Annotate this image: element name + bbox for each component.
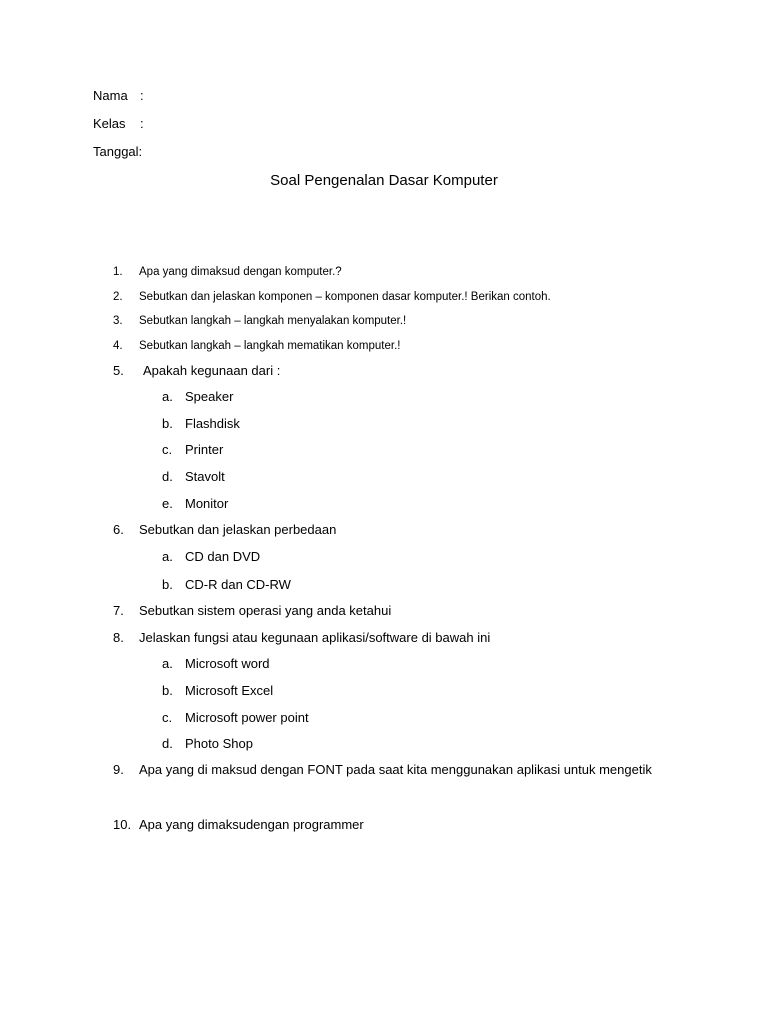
sub-item-text: CD dan DVD — [185, 549, 261, 564]
nama-label: Nama — [93, 88, 128, 103]
question-number: 4. — [113, 340, 123, 352]
sub-item-text: Printer — [185, 442, 224, 457]
sub-item-text: Monitor — [185, 496, 229, 511]
sub-item-text: Flashdisk — [185, 416, 240, 431]
question-number: 3. — [113, 315, 123, 327]
sub-item-text: Microsoft word — [185, 656, 270, 671]
sub-item-text: Speaker — [185, 389, 234, 404]
question-text: Apa yang dimaksud dengan komputer.? — [139, 266, 342, 278]
sub-item-letter: b. — [162, 416, 173, 431]
tanggal-colon: : — [138, 144, 143, 159]
sub-item-letter: d. — [162, 736, 173, 751]
question-number: 10. — [113, 817, 132, 832]
sub-item-letter: c. — [162, 710, 173, 725]
sub-item-letter: b. — [162, 577, 173, 592]
question-number: 5. — [113, 363, 124, 378]
nama-line — [93, 88, 144, 104]
sub-item-text: CD-R dan CD-RW — [185, 577, 291, 592]
sub-item-letter: e. — [162, 496, 173, 511]
sub-item-letter: c. — [162, 442, 173, 457]
question-text: Sebutkan langkah – langkah mematikan komputer.! — [139, 340, 401, 352]
question-text: Apa yang dimaksudengan programmer — [139, 817, 364, 832]
sub-item-text: Microsoft power point — [185, 710, 309, 725]
question-text: Apa yang di maksud dengan FONT pada saat kita menggunakan aplikasi untuk mengetik — [139, 762, 652, 777]
nama-colon: : — [140, 88, 144, 103]
tanggal-line — [93, 144, 142, 160]
question-number: 7. — [113, 603, 124, 618]
sub-item-letter: a. — [162, 389, 173, 404]
tanggal-label: Tanggal — [93, 144, 139, 159]
sub-item-letter: a. — [162, 656, 173, 671]
sub-item-letter: b. — [162, 683, 173, 698]
sub-item-text: Stavolt — [185, 469, 225, 484]
document-title: Soal Pengenalan Dasar Komputer — [270, 172, 498, 189]
question-text: Sebutkan dan jelaskan perbedaan — [139, 522, 337, 537]
question-text: Sebutkan langkah – langkah menyalakan komputer.! — [139, 315, 407, 327]
kelas-colon: : — [140, 116, 144, 131]
question-number: 1. — [113, 266, 123, 278]
question-text: Sebutkan dan jelaskan komponen – komponen dasar komputer.! Berikan contoh. — [139, 291, 551, 303]
question-number: 9. — [113, 762, 124, 777]
question-number: 6. — [113, 522, 124, 537]
question-number: 2. — [113, 291, 123, 303]
sub-item-text: Photo Shop — [185, 736, 253, 751]
kelas-label: Kelas — [93, 116, 126, 131]
question-number: 8. — [113, 630, 124, 645]
sub-item-letter: d. — [162, 469, 173, 484]
sub-item-text: Microsoft Excel — [185, 683, 274, 698]
question-text: Jelaskan fungsi atau kegunaan aplikasi/software di bawah ini — [139, 630, 491, 645]
kelas-line — [93, 116, 144, 132]
question-text: Apakah kegunaan dari : — [143, 363, 281, 378]
sub-item-letter: a. — [162, 549, 173, 564]
question-9 — [113, 757, 675, 784]
question-text: Sebutkan sistem operasi yang anda ketahui — [139, 603, 392, 618]
